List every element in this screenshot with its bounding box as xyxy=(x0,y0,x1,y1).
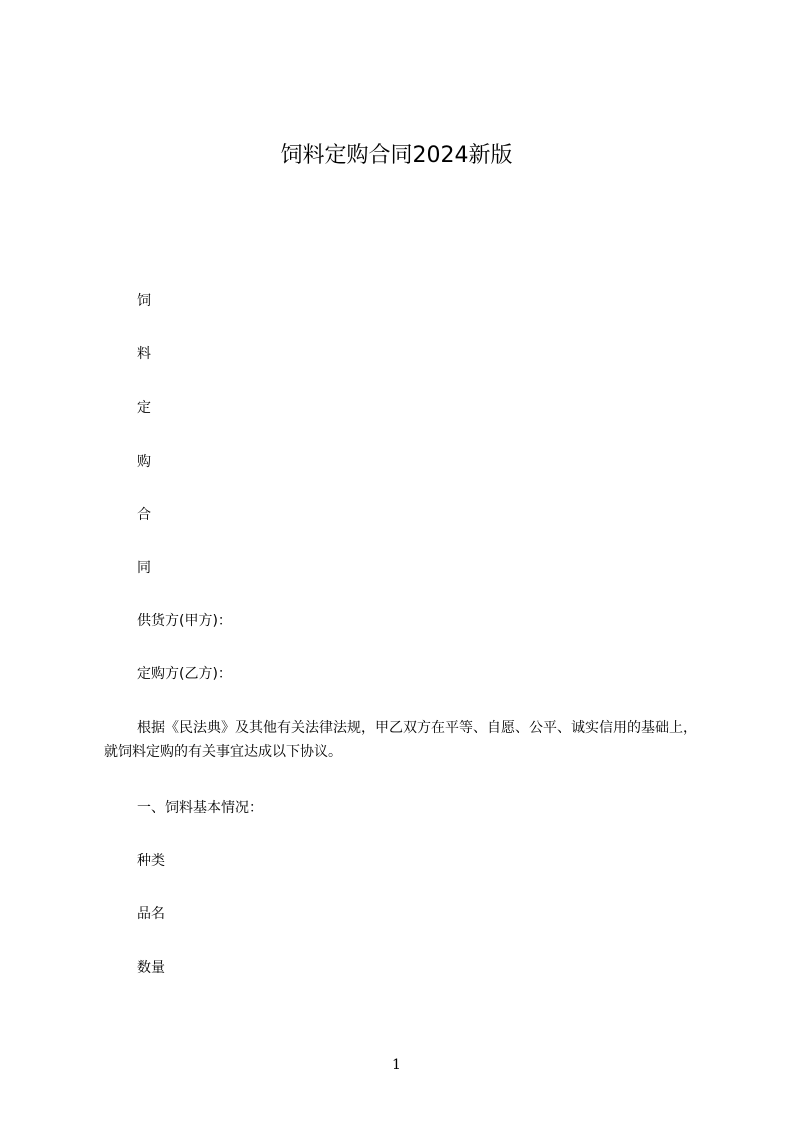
buyer-label: 定购方(乙方)： xyxy=(137,666,232,682)
field-label-type: 种类 xyxy=(137,853,165,869)
vertical-title-char: 合 xyxy=(137,507,151,523)
intro-paragraph: 根据《民法典》及其他有关法律法规，甲乙双方在平等、自愿、公平、诚实信用的基础上，就饲料定购的有关事宜达成以下协议。 xyxy=(104,720,697,760)
vertical-title-char: 同 xyxy=(137,560,151,576)
vertical-title-char: 定 xyxy=(137,400,151,416)
field-label-quantity: 数量 xyxy=(137,960,165,976)
document-title: 饲料定购合同2024新版 xyxy=(280,143,513,168)
supplier-label: 供货方(甲方)： xyxy=(137,613,232,629)
field-label-product-name: 品名 xyxy=(137,906,165,922)
vertical-title-char: 饲 xyxy=(137,293,151,309)
vertical-title-char: 料 xyxy=(137,346,151,362)
vertical-title-char: 购 xyxy=(137,454,151,470)
page-number: 1 xyxy=(392,1057,401,1073)
section-heading: 一、饲料基本情况： xyxy=(137,800,263,816)
